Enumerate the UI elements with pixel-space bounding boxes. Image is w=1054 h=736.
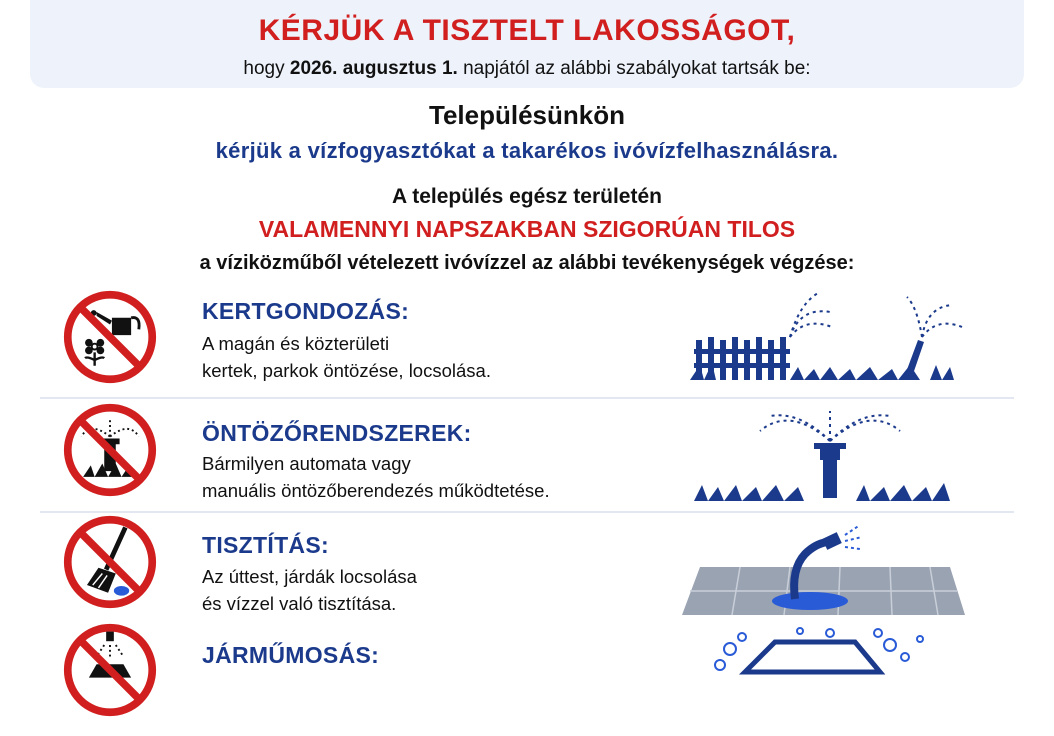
garden-fence-sprinkler-illustration	[680, 285, 980, 385]
list-item-cleaning	[0, 512, 1054, 626]
pop-up-sprinkler-illustration	[680, 403, 980, 503]
activity-line: a víziközműből vételezett ivóvízzel az alábbi tevékenységek végzése:	[199, 252, 855, 274]
list-item-irrigation	[0, 398, 1054, 512]
intro-title: Településünkön	[429, 100, 625, 130]
broom-icon	[62, 514, 158, 610]
watering-can-flower-icon	[62, 289, 158, 385]
item-desc-line2: és vízzel való tisztítása.	[202, 593, 397, 614]
item-desc-line2: manuális öntözőberendezés működtetése.	[202, 480, 550, 501]
car-wash-illustration	[680, 627, 980, 727]
subline-date: 2026. augusztus 1.	[289, 58, 458, 79]
item-title: TISZTÍTÁS:	[202, 532, 329, 558]
headline: KÉRJÜK A TISZTELT LAKOSSÁGOT,	[258, 14, 796, 47]
car-wash-icon	[62, 622, 158, 718]
sprinkler-icon	[62, 402, 158, 498]
area-line: A település egész területén	[392, 185, 662, 208]
hose-pavement-illustration	[680, 517, 980, 617]
item-desc-line1: A magán és közterületi	[202, 333, 390, 354]
item-desc-line1: Bármilyen automata vagy	[202, 453, 411, 474]
warning-line: VALAMENNYI NAPSZAKBAN SZIGORÚAN TILOS	[258, 216, 796, 242]
intro-text: kérjük a vízfogyasztókat a takarékos ivóvízfelhasználásra.	[215, 138, 839, 163]
list-item-garden	[0, 285, 1054, 399]
item-title: KERTGONDOZÁS:	[202, 298, 410, 324]
item-title: JÁRMŰMOSÁS:	[202, 642, 380, 668]
item-title: ÖNTÖZŐRENDSZEREK:	[202, 420, 472, 446]
subline: hogy 2026. augusztus 1. napjától az alábbi szabályokat tartsák be:	[243, 58, 811, 79]
list-item-car-wash	[0, 622, 1054, 736]
item-desc-line1: Az úttest, járdák locsolása	[202, 566, 417, 587]
item-desc-line2: kertek, parkok öntözése, locsolása.	[202, 360, 491, 381]
